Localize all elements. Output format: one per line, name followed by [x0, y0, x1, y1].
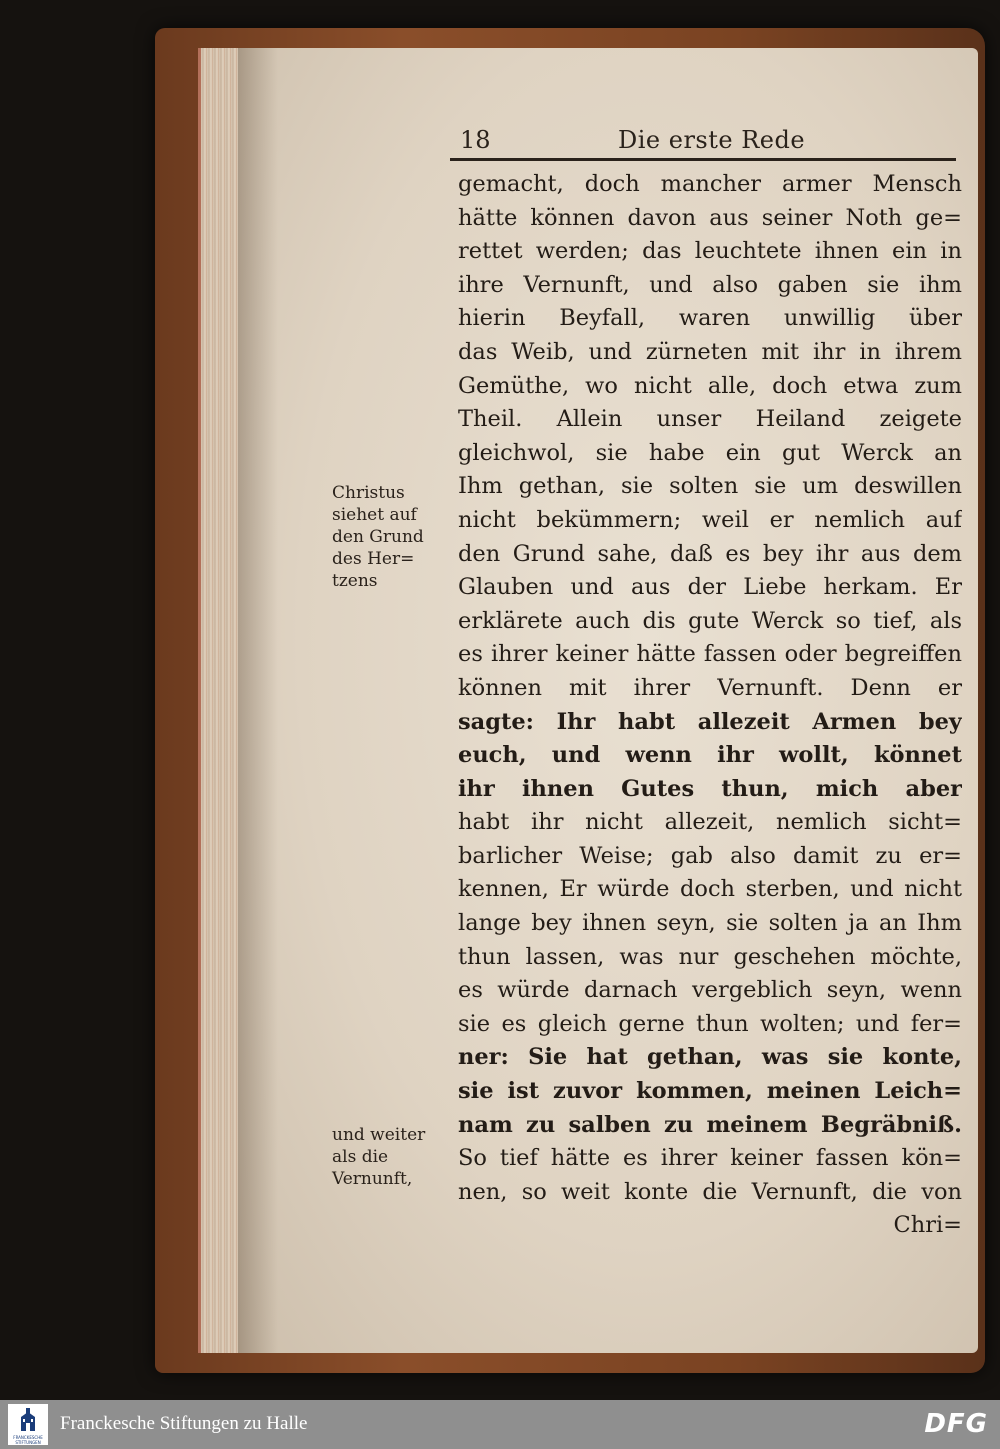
- text-line: Theil. Allein unser Heiland zeigete: [458, 406, 962, 433]
- text-line: So tief hätte es ihrer keiner fassen kön=: [458, 1145, 962, 1172]
- text-line: Glauben und aus der Liebe herkam. Er: [458, 574, 962, 601]
- text-line: sie ist zuvor kommen, meinen Leich=: [458, 1078, 962, 1105]
- text-line: nam zu salben zu meinem Begräbniß.: [458, 1111, 962, 1138]
- marginal-line: siehet auf: [332, 505, 417, 525]
- logo-text: FRANCKESCHE STIFTUNGEN: [13, 1435, 43, 1445]
- marginal-note-vernunft: [332, 1124, 464, 1190]
- text-line: nen, so weit konte die Vernunft, die von: [458, 1178, 962, 1205]
- text-line: barlicher Weise; gab also damit zu er=: [458, 842, 962, 869]
- marginal-line: des Her=: [332, 549, 415, 569]
- dfg-logo[interactable]: DFG: [924, 1409, 988, 1439]
- text-line: sie es gleich gerne thun wolten; und fer=: [458, 1010, 962, 1037]
- text-line: ihr ihnen Gutes thun, mich aber: [458, 775, 962, 802]
- text-line: nicht bekümmern; weil er nemlich auf: [458, 506, 962, 533]
- marginal-line: den Grund: [332, 527, 424, 547]
- text-line: ihre Vernunft, und also gaben sie ihm: [458, 271, 962, 298]
- marginal-line: Vernunft,: [332, 1169, 413, 1189]
- catchword: Chri=: [893, 1212, 962, 1239]
- text-line: kennen, Er würde doch sterben, und nicht: [458, 876, 962, 903]
- text-line: euch, und wenn ihr wollt, könnet: [458, 742, 962, 769]
- text-line: habt ihr nicht allezeit, nemlich sicht=: [458, 809, 962, 836]
- marginal-line: und weiter: [332, 1125, 426, 1145]
- text-line: gemacht, doch mancher armer Mensch: [458, 171, 962, 197]
- building-icon: [19, 1408, 37, 1434]
- text-line: erklärete auch dis gute Werck so tief, als: [458, 607, 962, 634]
- page-number: 18: [460, 126, 491, 154]
- text-line: es ihrer keiner hätte fassen oder begreiffen: [458, 641, 962, 668]
- gutter-shadow: [238, 48, 278, 1353]
- text-line: das Weib, und zürneten mit ihr in ihrem: [458, 338, 962, 365]
- text-line: gleichwol, sie habe ein gut Werck an: [458, 439, 962, 466]
- running-head: Die erste Rede: [618, 126, 806, 154]
- text-line: thun lassen, was nur geschehen möchte,: [458, 943, 962, 970]
- institution-name[interactable]: Franckesche Stiftungen zu Halle: [60, 1413, 308, 1434]
- text-line: Gemüthe, wo nicht alle, doch etwa zum: [458, 372, 962, 399]
- text-line: rettet werden; das leuchtete ihnen ein in: [458, 238, 962, 265]
- text-line: lange bey ihnen seyn, sie solten ja an Ihm: [458, 910, 962, 937]
- header-rule: [450, 158, 956, 161]
- marginal-line: tzens: [332, 571, 378, 591]
- franckesche-logo[interactable]: [8, 1404, 48, 1445]
- marginal-line: als die: [332, 1147, 389, 1167]
- text-line: es würde darnach vergeblich seyn, wenn: [458, 977, 962, 1004]
- viewer-footer: [0, 1400, 1000, 1449]
- page-header: [460, 122, 960, 162]
- text-line: sagte: Ihr habt allezeit Armen bey: [458, 708, 962, 735]
- text-line: den Grund sahe, daß es bey ihr aus dem: [458, 540, 962, 567]
- text-line: Ihm gethan, sie solten sie um deswillen: [458, 473, 962, 500]
- text-line: hierin Beyfall, waren unwillig über: [458, 305, 962, 332]
- text-line: können mit ihrer Vernunft. Denn er: [458, 674, 962, 701]
- body-text: [458, 168, 962, 1243]
- text-line: ner: Sie hat gethan, was sie konte,: [458, 1044, 962, 1071]
- text-line: hätte können davon aus seiner Noth ge=: [458, 204, 962, 231]
- marginal-line: Christus: [332, 483, 405, 503]
- marginal-note-christus: [332, 482, 464, 592]
